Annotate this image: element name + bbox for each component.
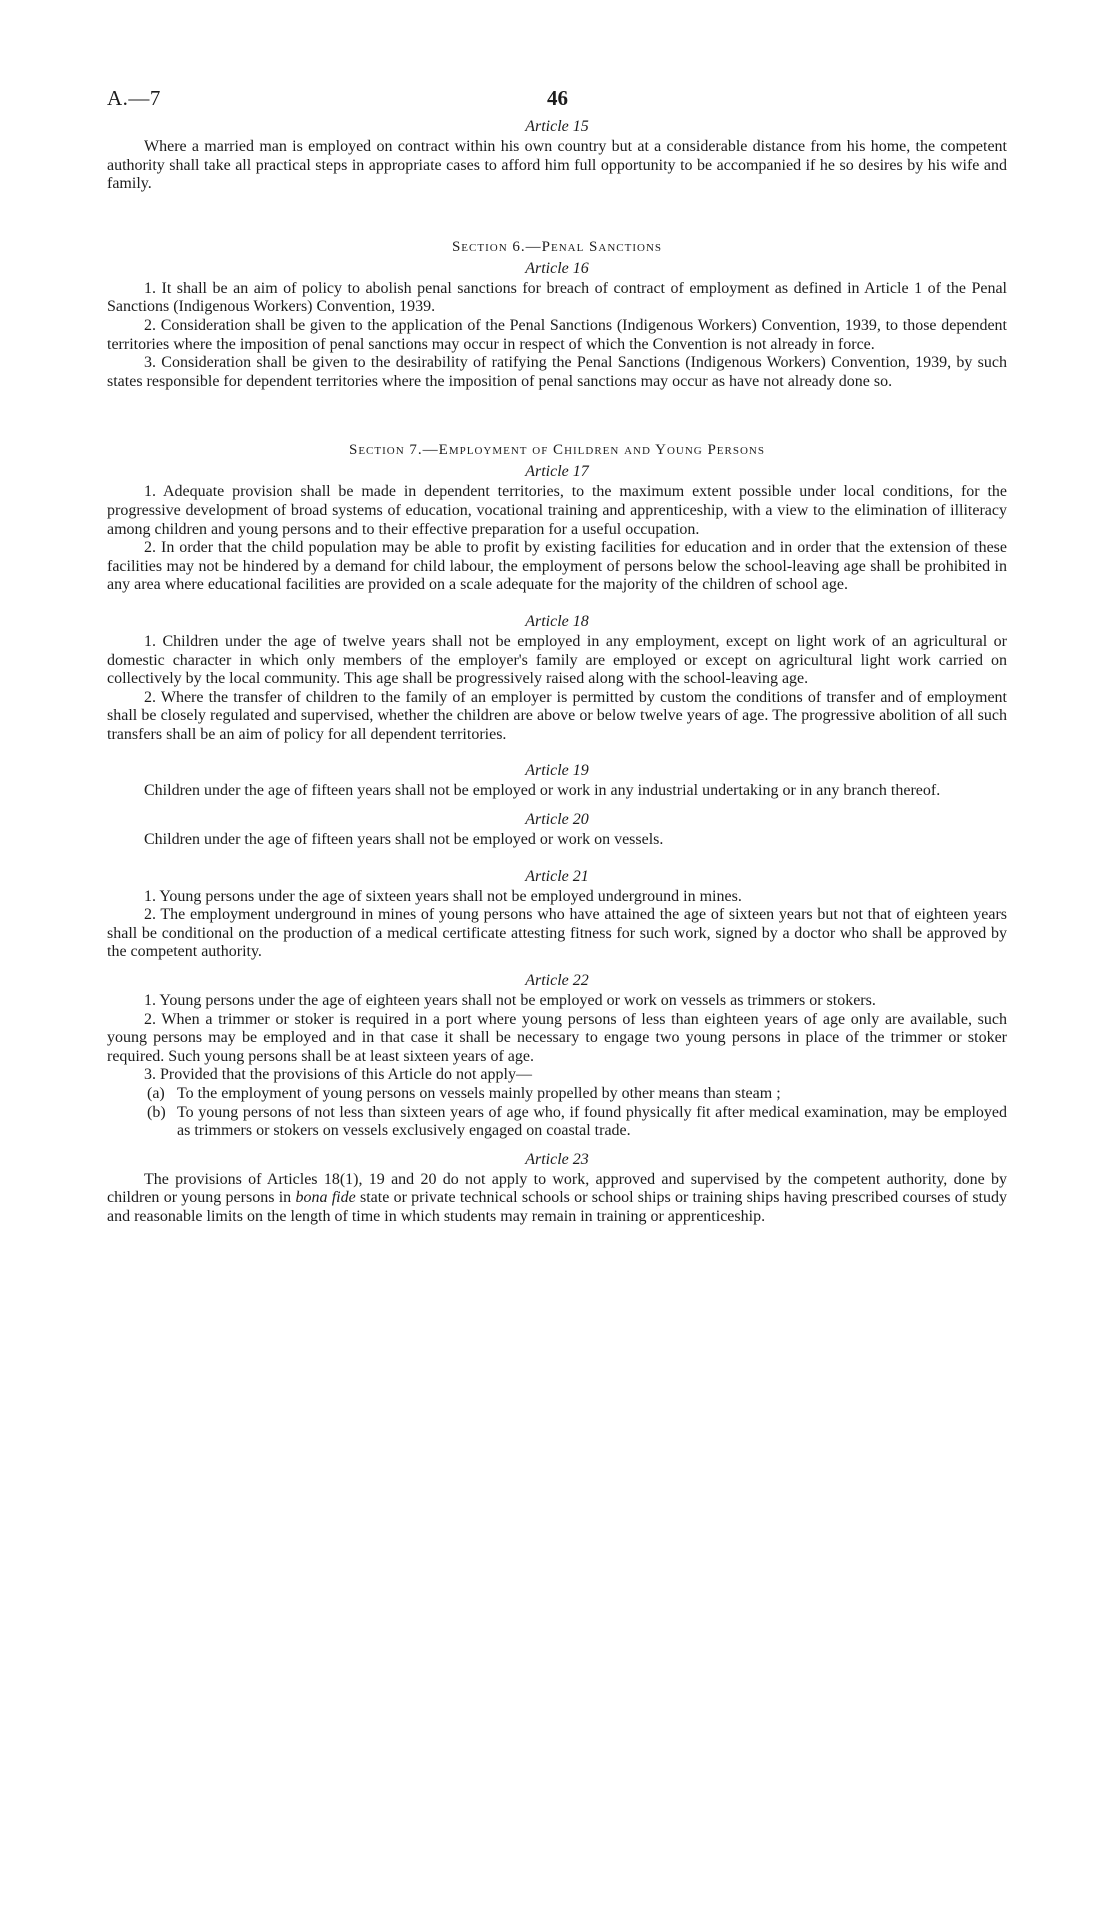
article-block	[107, 809, 1007, 850]
article-title: Article 16	[525, 259, 589, 277]
article-title: Article 20	[525, 811, 589, 829]
italic-term: bona fide	[295, 1189, 356, 1207]
article-title: Article 19	[525, 762, 589, 780]
article-paragraph: 1. It shall be an aim of policy to abolish penal sanctions for breach of contract of employment as defined in Article 1 of the Penal Sanctions (Indigenous Workers) Convention, 1939.	[107, 279, 1007, 316]
article-title: Article 17	[525, 463, 589, 481]
subparagraph-text: To young persons of not less than sixteen years of age who, if found physically fit after medical examination, may be employed as trimmers or stokers on vessels exclusively engaged on coastal trade.	[177, 1103, 1007, 1140]
article-paragraph: 2. Where the transfer of children to the family of an employer is permitted by custom the conditions of transfer and of employment shall be closely regulated and supervised, whether the children are above or below twelve years of age. The progressive abolition of all such transfers shall be an aim of policy for all dependent territories.	[107, 688, 1007, 743]
article-block	[107, 970, 1007, 1141]
article-paragraph: 2. The employment underground in mines of young persons who have attained the age of sixteen years but not that of eighteen years shall be conditional on the production of a medical certificate attesting fitness for such work, signed by a doctor who shall be approved by the competent authority.	[107, 906, 1007, 961]
article-title: Article 15	[525, 118, 589, 135]
article-block	[107, 866, 1007, 962]
subparagraph-text: To the employment of young persons on vessels mainly propelled by other means than steam ;	[177, 1085, 781, 1102]
article-block	[107, 1149, 1007, 1227]
article-paragraph: 1. Adequate provision shall be made in dependent territories, to the maximum extent possible under local conditions, for the progressive development of broad systems of education, vocational training and apprenticeship, with a view to the elimination of illiteracy among children and young persons and to their effective preparation for a useful occupation.	[107, 483, 1007, 538]
article-paragraph: 2. When a trimmer or stoker is required in a port where young persons of less than eighteen years of age only are available, such young persons may be employed and in that case it shall be necessary to engage two young persons in place of the trimmer or stoker required. Such young persons shall be at least sixteen years of age.	[107, 1010, 1007, 1065]
document-reference: A.—7	[107, 86, 161, 110]
article-paragraph: Children under the age of fifteen years shall not be employed or work on vessels.	[144, 831, 664, 849]
paragraph-text: state or private technical schools or school ships or training ships having prescribed courses of study and reasonable limits on the length of time in which students may remain in training or apprenticeship.	[107, 1189, 1008, 1225]
article-block	[107, 760, 1007, 801]
article-paragraph: 1. Young persons under the age of sixteen years shall not be employed underground in mines.	[144, 887, 742, 905]
article-paragraph	[107, 1171, 1007, 1227]
document-body	[107, 116, 1007, 1227]
article-paragraph: 3. Consideration shall be given to the desirability of ratifying the Penal Sanctions (Indigenous Workers) Convention, 1939, by such states responsible for dependent territories where the imposition of penal sanctions may occur as have not already done so.	[107, 354, 1007, 390]
article-block	[107, 116, 1007, 194]
article-block	[107, 461, 1007, 595]
paragraph-text: The provisions of Articles 18(1), 19 and 20 do not apply to work, approved and supervised by the competent authority, done by children or young persons in	[107, 1170, 1007, 1207]
article-subparagraph	[107, 1085, 1007, 1104]
article-title: Article 18	[525, 612, 589, 630]
article-title: Article 23	[525, 1150, 589, 1168]
article-title: Article 22	[525, 972, 589, 990]
subparagraph-label: (a)	[147, 1085, 165, 1102]
article-paragraph: 2. In order that the child population may be able to profit by existing facilities for education and in order that the extension of these facilities may not be hindered by a demand for child labour, the employment of persons below the school-leaving age shall be prohibited in any area where educational facilities are provided on a scale adequate for the majority of the children of school age.	[107, 539, 1007, 594]
article-subparagraph	[107, 1104, 1007, 1141]
page-number: 46	[547, 86, 568, 110]
article-block	[107, 611, 1007, 745]
article-paragraph: 2. Consideration shall be given to the application of the Penal Sanctions (Indigenous Workers) Convention, 1939, to those dependent territories where the imposition of penal sanctions may occur in respect of which the Convention is not already in force.	[107, 316, 1007, 353]
section-heading: Section 6.—Penal Sanctions	[451, 238, 663, 255]
document-page	[107, 86, 1007, 1227]
article-paragraph: Children under the age of fifteen years shall not be employed or work in any industrial undertaking or in any branch thereof.	[144, 782, 941, 800]
article-block	[107, 258, 1007, 392]
article-paragraph: 1. Children under the age of twelve years shall not be employed in any employment, except on light work of an agricultural or domestic character in which only members of the employer's family are employed or except on agricultural light work carried on collectively by the local community. This age shall be progressively raised along with the school-leaving age.	[107, 632, 1007, 688]
article-title: Article 21	[525, 867, 589, 885]
subparagraph-label: (b)	[147, 1103, 166, 1121]
section-heading: Section 7.—Employment of Children and Young Persons	[349, 442, 765, 459]
article-paragraph: 3. Provided that the provisions of this Article do not apply—	[144, 1066, 532, 1084]
article-paragraph: Where a married man is employed on contract within his own country but at a considerable distance from his home, the competent authority shall take all practical steps in appropriate cases to afford him full opportunity to be accompanied if he so desires by his wife and family.	[107, 138, 1007, 193]
page-header	[107, 86, 1007, 116]
article-paragraph: 1. Young persons under the age of eighteen years shall not be employed or work on vessels as trimmers or stokers.	[144, 992, 876, 1010]
